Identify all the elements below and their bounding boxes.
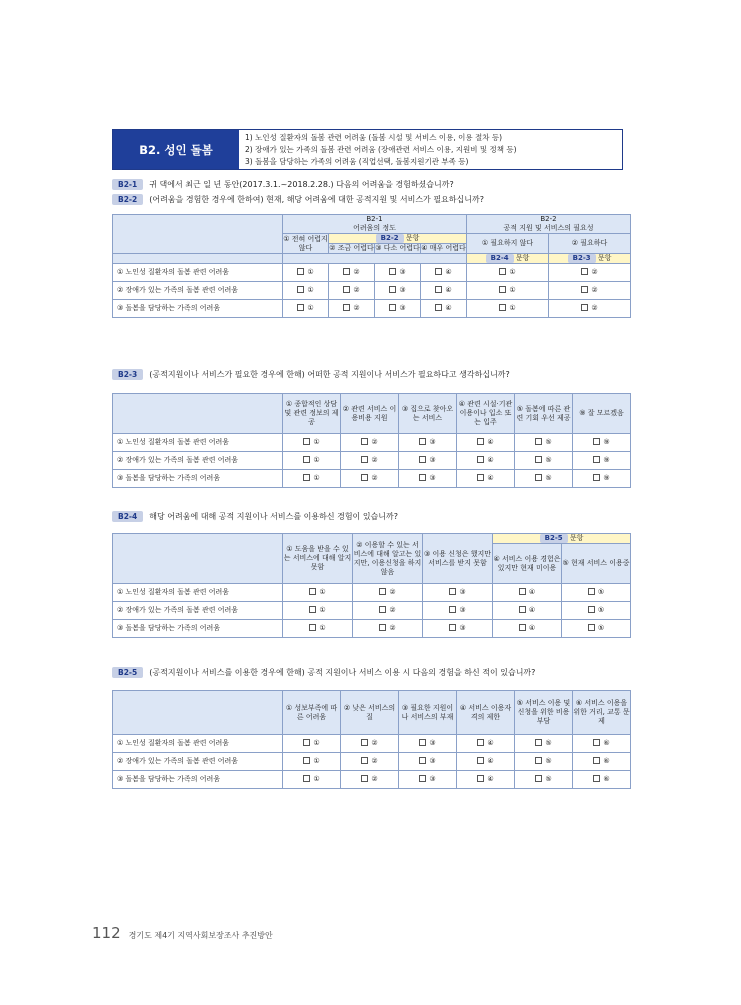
note-1: 1) 노인성 질환자의 돌봄 관련 어려움 (돌봄 시설 및 서비스 이용, 이용 절차 등) [245, 133, 503, 142]
checkbox-option[interactable]: ⑤ [515, 434, 573, 452]
table-row: ③ 돌봄을 담당하는 가족의 어려움 ① ② ③ ④ ⑤ [113, 620, 631, 638]
table-row: ③ 돌봄을 담당하는 가족의 어려움 ① ② ③ ④ ① ② [113, 300, 631, 318]
section-header [112, 129, 623, 170]
checkbox-option[interactable]: ② [341, 452, 399, 470]
table-b2-5 [112, 690, 631, 789]
checkbox-option[interactable]: ③ [375, 264, 421, 282]
col-header: ① 전혀 어렵지 않다 [283, 234, 328, 252]
col-header: ① 필요하지 않다 [467, 234, 549, 254]
checkbox-option[interactable]: ④ [421, 300, 467, 318]
checkbox-option[interactable]: ⑤ [515, 470, 573, 488]
checkbox-option[interactable]: ④ [493, 602, 562, 620]
col-header: ② 이용할 수 있는 서비스에 대해 알고는 있지만, 이용신청을 하지 않음 [353, 534, 423, 584]
checkbox-option[interactable]: ④ [457, 735, 515, 753]
checkbox-option[interactable]: ② [549, 282, 631, 300]
checkbox-option[interactable]: ① [283, 434, 341, 452]
checkbox-option[interactable]: ② [549, 300, 631, 318]
checkbox-option[interactable]: ② [341, 735, 399, 753]
col-header: ④ 관련 시설·기관 이용이나 입소 또는 입주 [457, 394, 515, 434]
checkbox-option[interactable]: ⑨ [573, 452, 631, 470]
checkbox-option[interactable]: ② [329, 264, 375, 282]
section-title: B2. 성인 돌봄 [113, 130, 239, 169]
checkbox-option[interactable]: ② [341, 753, 399, 771]
col-header: ① 종합적인 상담 및 관련 정보의 제공 [283, 394, 341, 434]
question-b2-2 [112, 194, 484, 205]
table-b2-3 [112, 393, 631, 488]
checkbox-option[interactable]: ④ [457, 753, 515, 771]
table-row: ③ 돌봄을 담당하는 가족의 어려움 ① ② ③ ④ ⑤ ⑥ [113, 771, 631, 789]
checkbox-option[interactable]: ⑨ [573, 434, 631, 452]
group-header-difficulty: B2-1 어려움의 정도 [283, 215, 467, 234]
question-text: 귀 댁에서 최근 일 년 동안(2017.3.1.~2018.2.28.) 다음의 어려움을 경험하셨습니까? [149, 180, 454, 189]
col-header: ⑤ 돌봄에 따른 관련 기회 우선 제공 [515, 394, 573, 434]
col-header: ① 성보부족에 따른 어려움 [283, 691, 341, 735]
checkbox-option[interactable]: ① [467, 264, 549, 282]
checkbox-option[interactable]: ② [353, 620, 423, 638]
table-b2-1 [112, 214, 631, 318]
checkbox-option[interactable]: ② [549, 264, 631, 282]
col-header: ⑥ 서비스 이용을 위한 거리, 교통 문제 [573, 691, 631, 735]
checkbox-option[interactable]: ⑤ [562, 602, 631, 620]
checkbox-option[interactable]: ① [283, 470, 341, 488]
checkbox-option[interactable]: ③ [375, 300, 421, 318]
table-row: ③ 돌봄을 담당하는 가족의 어려움 ① ② ③ ④ ⑤ ⑨ [113, 470, 631, 488]
checkbox-option[interactable]: ④ [493, 620, 562, 638]
table-row: ① 노인성 질환자의 돌봄 관련 어려움 ① ② ③ ④ ⑤ ⑨ [113, 434, 631, 452]
checkbox-option[interactable]: ② [341, 470, 399, 488]
checkbox-option[interactable]: ⑤ [515, 771, 573, 789]
checkbox-option[interactable]: ④ [457, 452, 515, 470]
checkbox-option[interactable]: ② [341, 434, 399, 452]
table-row: ② 장애가 있는 가족의 돌봄 관련 어려움 ① ② ③ ④ ⑤ [113, 602, 631, 620]
checkbox-option[interactable]: ① [467, 300, 549, 318]
checkbox-option[interactable]: ④ [457, 470, 515, 488]
checkbox-option[interactable]: ① [283, 264, 329, 282]
checkbox-option[interactable]: ① [283, 753, 341, 771]
checkbox-option[interactable]: ⑥ [573, 735, 631, 753]
col-header: ④ 서비스 이용 경험은 있지만 현재 미이용 [493, 544, 562, 584]
page-number: 112 [92, 924, 121, 942]
checkbox-option[interactable]: ③ [423, 584, 493, 602]
question-text: 해당 어려움에 대해 공적 지원이나 서비스를 이용하신 경험이 있습니까? [149, 512, 398, 521]
question-tag: B2-2 [112, 194, 143, 205]
note-3: 3) 돌봄을 담당하는 가족의 어려움 (직업선택, 돌봄지원기관 부족 등) [245, 157, 469, 166]
checkbox-option[interactable]: ⑥ [573, 771, 631, 789]
col-header: ④ 서비스 이용자격의 제한 [457, 691, 515, 735]
col-header: ③ 필요한 지원이나 서비스의 부재 [399, 691, 457, 735]
checkbox-option[interactable]: ③ [399, 470, 457, 488]
question-tag: B2-1 [112, 179, 143, 190]
checkbox-option[interactable]: ④ [421, 282, 467, 300]
checkbox-option[interactable]: ③ [399, 434, 457, 452]
question-tag: B2-4 [112, 511, 143, 522]
checkbox-option[interactable]: ⑤ [515, 753, 573, 771]
checkbox-option[interactable]: ④ [457, 434, 515, 452]
checkbox-option[interactable]: ⑤ [562, 620, 631, 638]
group-header-need: B2-2 공적 지원 및 서비스의 필요성 [467, 215, 631, 234]
checkbox-option[interactable]: ② [353, 602, 423, 620]
table-b2-4 [112, 533, 631, 638]
col-header: ④ 매우 어렵다 [421, 244, 466, 252]
goto-note: B2-2 문항 [329, 234, 467, 244]
col-header: ③ 집으로 찾아오는 서비스 [399, 394, 457, 434]
question-b2-1 [112, 179, 454, 190]
checkbox-option[interactable]: ③ [399, 735, 457, 753]
goto-note: B2-3 문항 [549, 254, 631, 264]
checkbox-option[interactable]: ① [283, 620, 353, 638]
question-b2-3 [112, 369, 510, 380]
table-row: ① 노인성 질환자의 돌봄 관련 어려움 ① ② ③ ④ ① ② [113, 264, 631, 282]
goto-note: B2-5 문항 [493, 534, 631, 544]
table-row: ② 장애가 있는 가족의 돌봄 관련 어려움 ① ② ③ ④ ⑤ ⑨ [113, 452, 631, 470]
checkbox-option[interactable]: ④ [457, 771, 515, 789]
checkbox-option[interactable]: ① [283, 452, 341, 470]
checkbox-option[interactable]: ④ [421, 264, 467, 282]
checkbox-option[interactable]: ⑥ [573, 753, 631, 771]
checkbox-option[interactable]: ③ [399, 452, 457, 470]
checkbox-option[interactable]: ③ [423, 620, 493, 638]
col-header: ② 필요하다 [549, 234, 631, 254]
checkbox-option[interactable]: ② [353, 584, 423, 602]
checkbox-option[interactable]: ① [283, 771, 341, 789]
question-tag: B2-3 [112, 369, 143, 380]
question-tag: B2-5 [112, 667, 143, 678]
col-header: ⑨ 잘 모르겠음 [573, 394, 631, 434]
checkbox-option[interactable]: ⑨ [573, 470, 631, 488]
note-2: 2) 장애가 있는 가족의 돌봄 관련 어려움 (장애관련 서비스 이용, 지원비 및 정책 등) [245, 145, 517, 154]
checkbox-option[interactable]: ③ [423, 602, 493, 620]
col-header: ② 낮은 서비스의 질 [341, 691, 399, 735]
checkbox-option[interactable]: ① [283, 735, 341, 753]
footer-title: 경기도 제4기 지역사회보장조사 추진방안 [128, 931, 273, 940]
table-row: ① 노인성 질환자의 돌봄 관련 어려움 ① ② ③ ④ ⑤ ⑥ [113, 735, 631, 753]
question-b2-4 [112, 511, 398, 522]
checkbox-option[interactable]: ① [283, 300, 329, 318]
checkbox-option[interactable]: ③ [399, 771, 457, 789]
section-notes [239, 130, 622, 169]
checkbox-option[interactable]: ⑤ [562, 584, 631, 602]
col-header: ③ 다소 어렵다 [375, 244, 420, 252]
checkbox-option[interactable]: ③ [399, 753, 457, 771]
table-row: ② 장애가 있는 가족의 돌봄 관련 어려움 ① ② ③ ④ ⑤ ⑥ [113, 753, 631, 771]
col-header: ② 조금 어렵다 [329, 244, 374, 252]
checkbox-option[interactable]: ② [341, 771, 399, 789]
col-header: ① 도움을 받을 수 있는 서비스에 대해 알지 못함 [283, 534, 353, 584]
checkbox-option[interactable]: ① [467, 282, 549, 300]
col-header: ② 관련 서비스 이용비용 지원 [341, 394, 399, 434]
checkbox-option[interactable]: ② [329, 282, 375, 300]
checkbox-option[interactable]: ① [283, 584, 353, 602]
checkbox-option[interactable]: ⑤ [515, 452, 573, 470]
question-text: (공적지원이나 서비스가 필요한 경우에 한해) 어떠한 공적 지원이나 서비스가 필요하다고 생각하십니까? [149, 370, 510, 379]
question-text: (어려움을 경험한 경우에 한하여) 현재, 해당 어려움에 대한 공적지원 및 서비스가 필요하십니까? [149, 195, 484, 204]
col-header: ③ 이용 신청은 했지만 서비스를 받지 못함 [423, 534, 493, 584]
checkbox-option[interactable]: ⑤ [515, 735, 573, 753]
table-row: ① 노인성 질환자의 돌봄 관련 어려움 ① ② ③ ④ ⑤ [113, 584, 631, 602]
checkbox-option[interactable]: ④ [493, 584, 562, 602]
checkbox-option[interactable]: ② [329, 300, 375, 318]
checkbox-option[interactable]: ③ [375, 282, 421, 300]
question-text: (공적지원이나 서비스를 이용한 경우에 한해) 공적 지원이나 서비스 이용 시 다음의 경험을 하신 적이 있습니까? [149, 668, 536, 677]
question-b2-5 [112, 667, 535, 678]
checkbox-option[interactable]: ① [283, 282, 329, 300]
col-header: ⑤ 서비스 이용 및 신청을 위한 비용 부담 [515, 691, 573, 735]
goto-note: B2-4 문항 [467, 254, 549, 264]
table-row: ② 장애가 있는 가족의 돌봄 관련 어려움 ① ② ③ ④ ① ② [113, 282, 631, 300]
col-header: ⑤ 현재 서비스 이용중 [562, 544, 631, 584]
page-footer [92, 924, 273, 942]
checkbox-option[interactable]: ① [283, 602, 353, 620]
